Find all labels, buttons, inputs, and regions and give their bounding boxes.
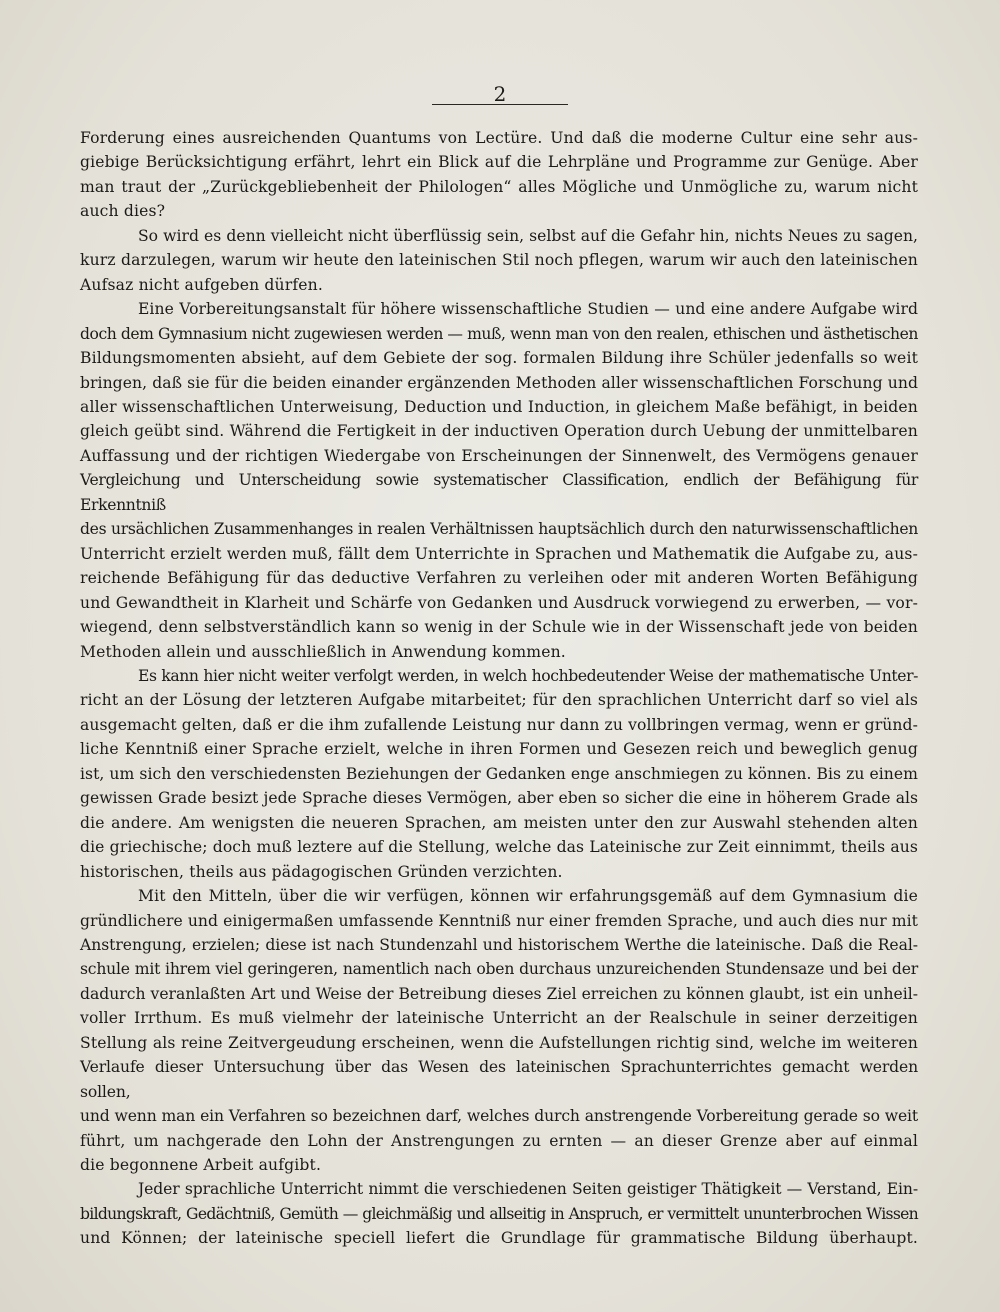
text-line: Unterricht erzielt werden muß, fällt dem Unterrichte in Sprachen und Mathematik die Aufgabe zu, aus- — [80, 544, 918, 563]
text-line: aller wissenschaftlichen Unterweisung, Deduction und Induction, in gleichem Maße befähigt, in beiden — [80, 397, 918, 416]
text-line: kurz darzulegen, warum wir heute den lateinischen Stil noch pflegen, warum wir auch den lateinischen — [80, 251, 918, 270]
text-line: doch dem Gymnasium nicht zugewiesen werden — muß, wenn man von den realen, ethischen und ästhetischen — [80, 324, 918, 343]
text-line: Jeder sprachliche Unterricht nimmt die verschiedenen Seiten geistiger Thätigkeit — Verstand, Ein- — [138, 1180, 918, 1199]
text-line: Auffassung und der richtigen Wiedergabe von Erscheinungen der Sinnenwelt, des Vermögens genauer — [80, 446, 918, 465]
text-line: die griechische; doch muß leztere auf die Stellung, welche das Lateinische zur Zeit einnimmt, theils aus — [80, 838, 918, 857]
text-line: reichende Befähigung für das deductive Verfahren zu verleihen oder mit anderen Worten Befähigung — [80, 569, 918, 588]
paragraph-6 — [80, 1177, 918, 1250]
paragraph-2 — [80, 224, 918, 297]
text-line: gleich geübt sind. Während die Fertigkeit in der inductiven Operation durch Uebung der unmittelbaren — [80, 422, 918, 441]
text-line: Mit den Mitteln, über die wir verfügen, können wir erfahrungsgemäß auf dem Gymnasium die — [138, 887, 918, 906]
text-line: gründlichere und einigermaßen umfassende Kenntniß nur einer fremden Sprache, und auch dies nur mit — [80, 911, 918, 930]
text-line: man traut der „Zurückgebliebenheit der Philologen“ alles Mögliche und Unmögliche zu, warum nicht — [80, 177, 918, 196]
text-line: die andere. Am wenigsten die neueren Sprachen, am meisten unter den zur Auswahl stehenden alten — [80, 813, 918, 832]
paragraph-5 — [80, 884, 918, 1177]
text-line: liche Kenntniß einer Sprache erzielt, welche in ihren Formen und Gesezen reich und beweglich genug — [80, 740, 918, 759]
text-line: Eine Vorbereitungsanstalt für höhere wissenschaftliche Studien — und eine andere Aufgabe wird — [138, 300, 918, 319]
text-line: Aufsaz nicht aufgeben dürfen. — [80, 275, 323, 294]
body-text — [80, 126, 918, 1251]
text-line: und Können; der lateinische speciell liefert die Grundlage für grammatische Bildung überhaupt. — [80, 1229, 918, 1248]
text-line: Anstrengung, erzielen; diese ist nach Stundenzahl und historischem Werthe die lateinische. Daß die Real- — [80, 935, 918, 954]
header-rule — [432, 104, 568, 105]
text-line: ist, um sich den verschiedensten Beziehungen der Gedanken enge anschmiegen zu können. Bis zu einem — [80, 764, 918, 783]
text-line: historischen, theils aus pädagogischen Gründen verzichten. — [80, 862, 563, 881]
text-line: wiegend, denn selbstverständlich kann so wenig in der Schule wie in der Wissenschaft jede von beiden — [80, 618, 918, 637]
text-line: des ursächlichen Zusammenhanges in realen Verhältnissen hauptsächlich durch den naturwissenschaftlichen — [80, 520, 918, 539]
text-line: giebige Berücksichtigung erfährt, lehrt ein Blick auf die Lehrpläne und Programme zur Genüge. Aber — [80, 153, 918, 172]
text-line: dadurch veranlaßten Art und Weise der Betreibung dieses Ziel erreichen zu können glaubt, ist ein unheil- — [80, 984, 918, 1003]
paragraph-3 — [80, 297, 918, 664]
text-line: bildungskraft, Gedächtniß, Gemüth — gleichmäßig und allseitig in Anspruch, er vermittelt ununterbrochen Wissen — [80, 1204, 918, 1223]
text-line: die begonnene Arbeit aufgibt. — [80, 1156, 322, 1175]
text-line: Stellung als reine Zeitvergeudung erscheinen, wenn die Aufstellungen richtig sind, welche im weiteren — [80, 1033, 918, 1052]
text-line: Vergleichung und Unterscheidung sowie systematischer Classification, endlich der Befähigung für Erkenntniß — [80, 471, 918, 514]
text-line: bringen, daß sie für die beiden einander ergänzenden Methoden aller wissenschaftlichen Forschung und — [80, 373, 918, 392]
text-line: Methoden allein und ausschließlich in Anwendung kommen. — [80, 642, 566, 661]
text-line: auch dies? — [80, 202, 166, 221]
text-line: voller Irrthum. Es muß vielmehr der lateinische Unterricht an der Realschule in seiner derzeitigen — [80, 1009, 918, 1028]
text-line: führt, um nachgerade den Lohn der Anstrengungen zu ernten — an dieser Grenze aber auf einmal — [80, 1131, 918, 1150]
text-line: richt an der Lösung der letzteren Aufgabe mitarbeitet; für den sprachlichen Unterricht darf so viel als — [80, 691, 918, 710]
text-line: und wenn man ein Verfahren so bezeichnen darf, welches durch anstrengende Vorbereitung gerade so weit — [80, 1107, 918, 1126]
page-number: 2 — [493, 82, 507, 106]
text-line: Forderung eines ausreichenden Quantums von Lectüre. Und daß die moderne Cultur eine sehr aus- — [80, 129, 918, 147]
text-line: gewissen Grade besizt jede Sprache dieses Vermögen, aber eben so sicher die eine in höherem Grade als — [80, 789, 918, 808]
paragraph-4 — [80, 664, 918, 884]
text-line: Bildungsmomenten absieht, auf dem Gebiete der sog. formalen Bildung ihre Schüler jedenfalls so weit — [80, 349, 918, 368]
text-line: So wird es denn vielleicht nicht überflüssig sein, selbst auf die Gefahr hin, nichts Neues zu sagen, — [138, 226, 918, 245]
text-line: schule mit ihrem viel geringeren, namentlich nach oben durchaus unzureichenden Stundensaze und bei der — [80, 960, 918, 979]
paragraph-1 — [80, 126, 918, 224]
text-line: Verlaufe dieser Untersuchung über das Wesen des lateinischen Sprachunterrichtes gemacht werden sollen, — [80, 1058, 918, 1101]
text-line: und Gewandtheit in Klarheit und Schärfe von Gedanken und Ausdruck vorwiegend zu erwerben, — vor- — [80, 593, 918, 612]
text-line: ausgemacht gelten, daß er die ihm zufallende Leistung nur dann zu vollbringen vermag, wenn er gründ- — [80, 715, 918, 734]
text-line: Es kann hier nicht weiter verfolgt werden, in welch hochbedeutender Weise der mathematische Unter- — [138, 666, 918, 685]
